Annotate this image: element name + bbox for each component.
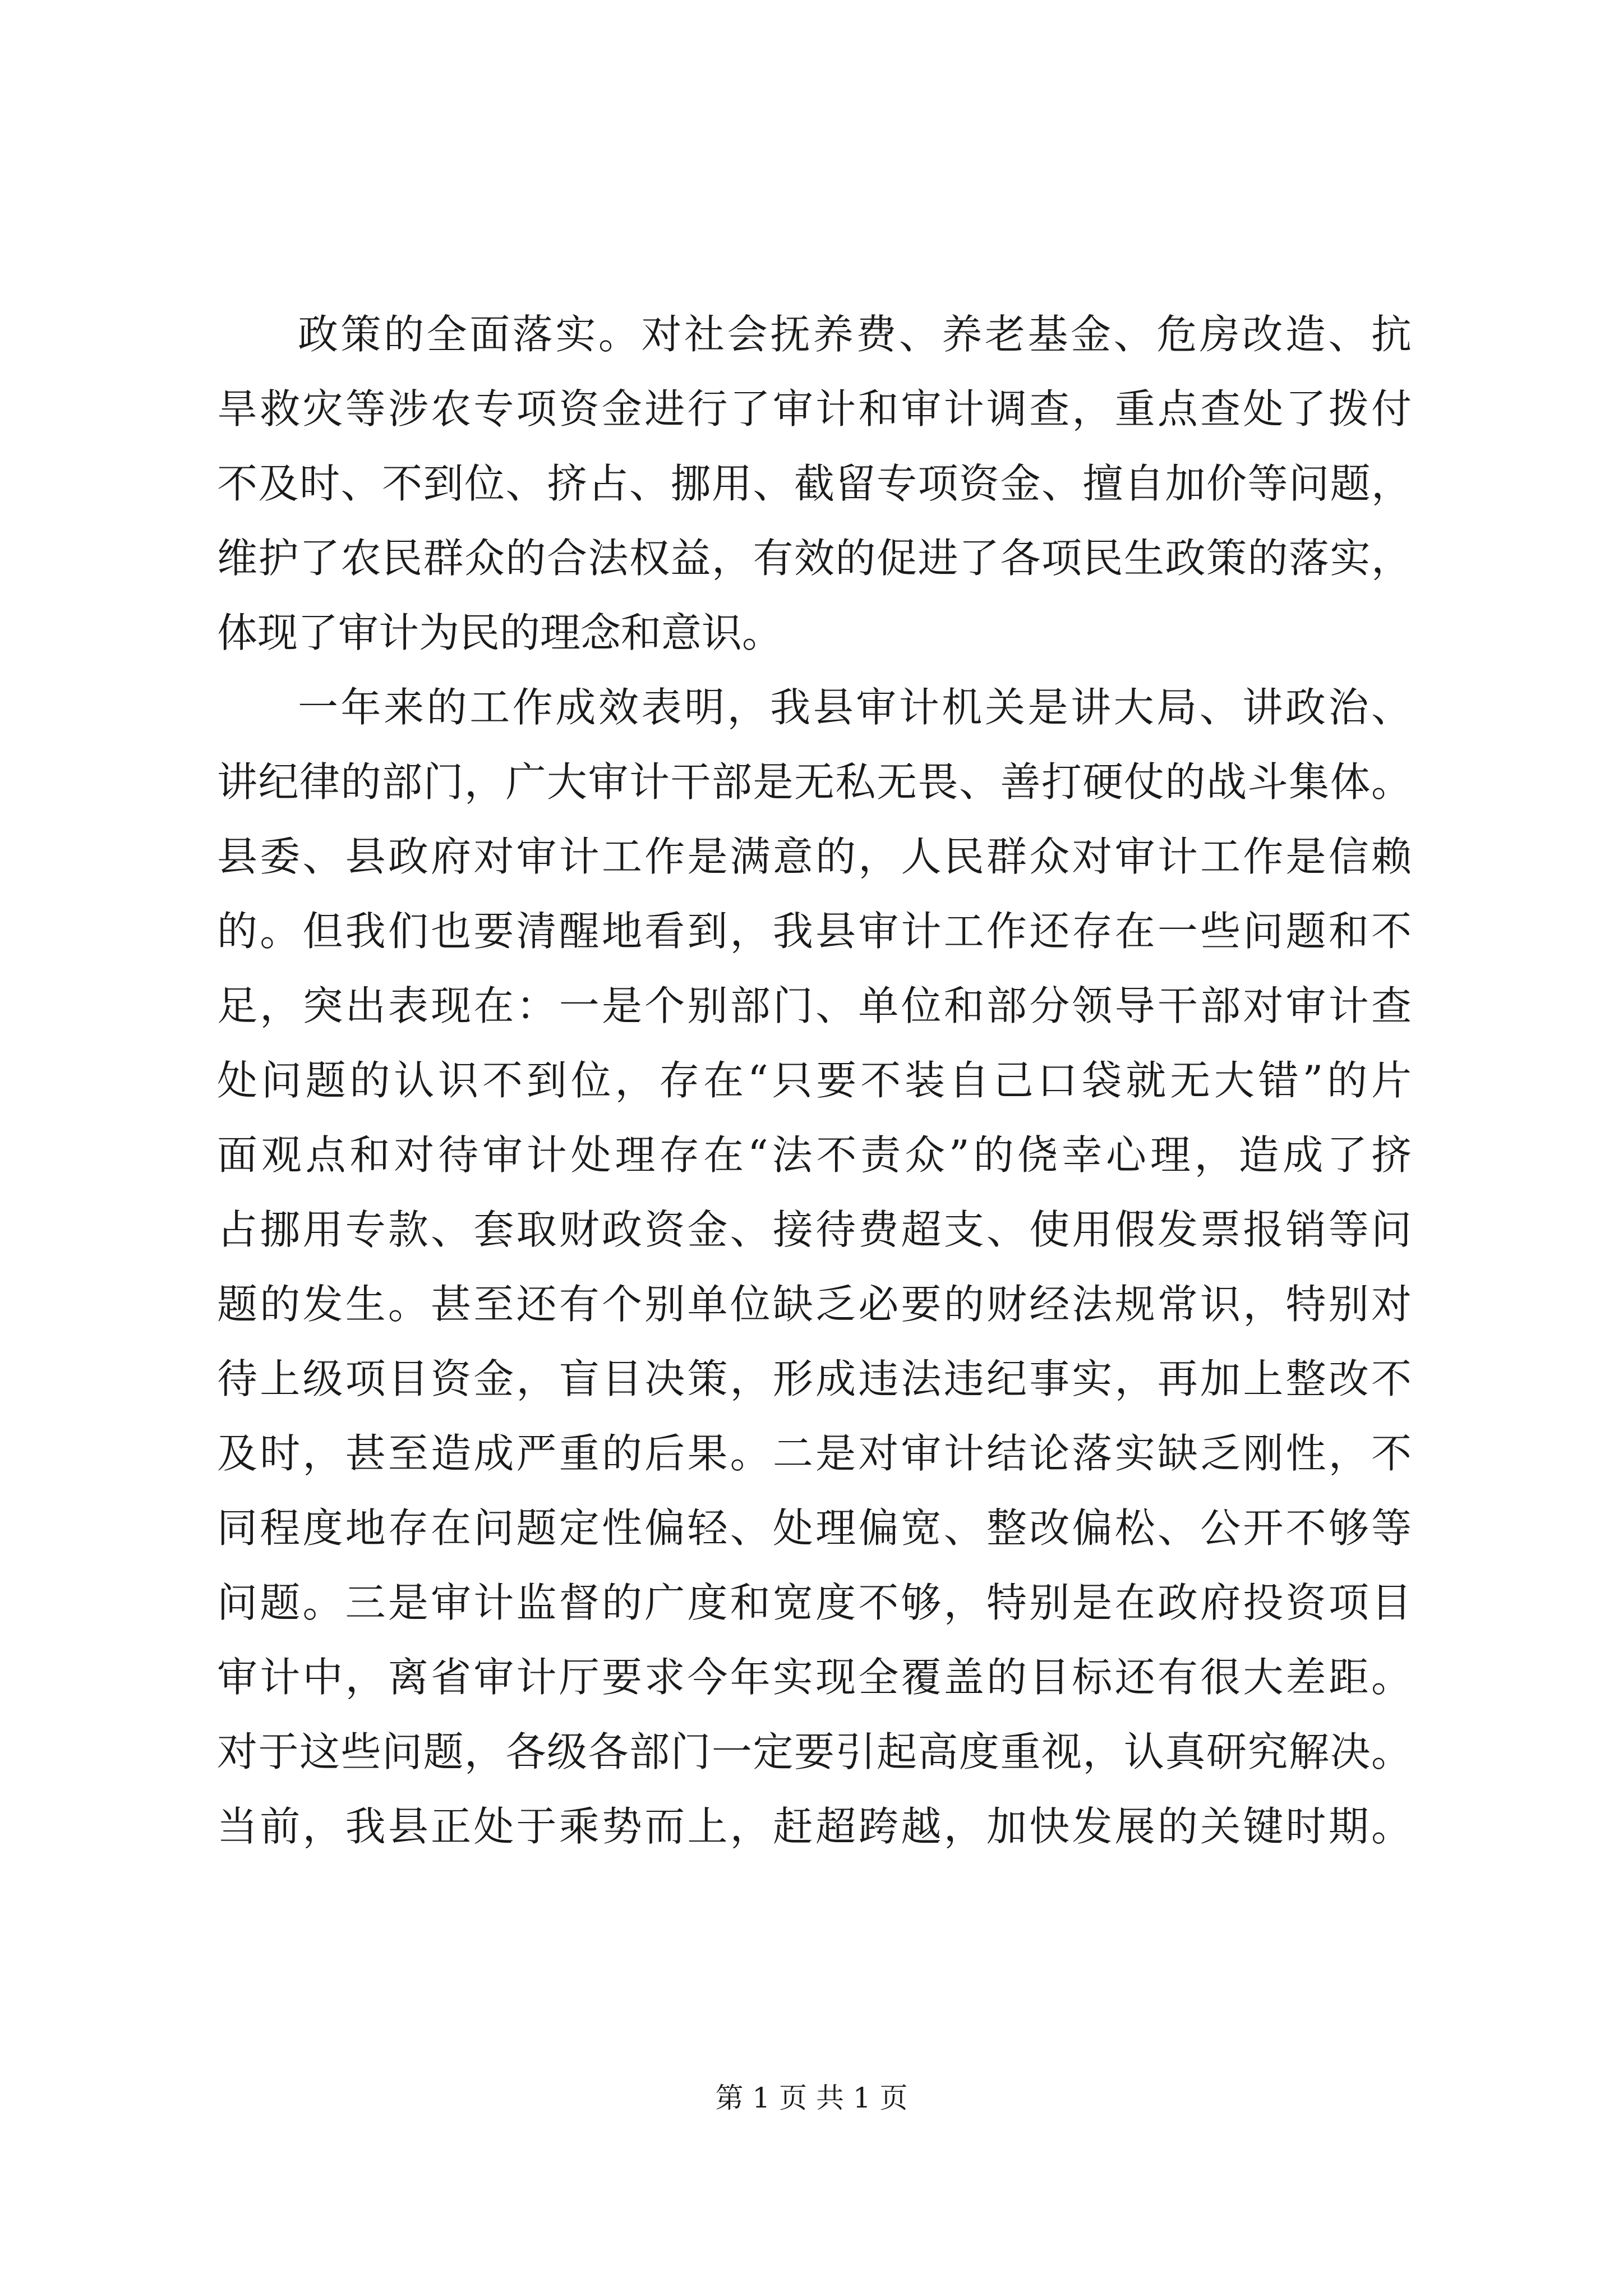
text-line: 体现了审计为民的理念和意识。: [217, 609, 783, 656]
text-line: 及时，甚至造成严重的后果。二是对审计结论落实缺乏刚性，不: [217, 1430, 1412, 1477]
text-line: 县委、县政府对审计工作是满意的，人民群众对审计工作是信赖: [217, 833, 1412, 880]
body-text: [217, 297, 1412, 1864]
text-line: 同程度地存在问题定性偏轻、处理偏宽、整改偏松、公开不够等: [217, 1504, 1412, 1552]
text-line: 待上级项目资金，盲目决策，形成违法违纪事实，再加上整改不: [217, 1355, 1412, 1402]
text-line: 不及时、不到位、挤占、挪用、截留专项资金、擅自加价等问题，: [217, 460, 1412, 507]
text-line: 处问题的认识不到位，存在“只要不装自己口袋就无大错”的片: [217, 1057, 1412, 1104]
text-line: 当前，我县正处于乘势而上，赶超跨越，加快发展的关键时期。: [217, 1803, 1412, 1850]
text-line: 面观点和对待审计处理存在“法不责众”的侥幸心理，造成了挤: [217, 1131, 1412, 1179]
page-footer: 第 1 页 共 1 页: [715, 2082, 908, 2114]
text-line: 审计中，离省审计厅要求今年实现全覆盖的目标还有很大差距。: [217, 1654, 1412, 1701]
text-line: 的。但我们也要清醒地看到，我县审计工作还存在一些问题和不: [217, 908, 1412, 955]
text-line: 题的发生。甚至还有个别单位缺乏必要的财经法规常识，特别对: [217, 1281, 1412, 1328]
text-line: 旱救灾等涉农专项资金进行了审计和审计调查，重点查处了拨付: [217, 385, 1412, 432]
text-line: 足，突出表现在：一是个别部门、单位和部分领导干部对审计查: [217, 982, 1412, 1029]
text-line: 对于这些问题，各级各部门一定要引起高度重视，认真研究解决。: [217, 1728, 1412, 1775]
text-line: 问题。三是审计监督的广度和宽度不够，特别是在政府投资项目: [217, 1579, 1412, 1626]
text-line: 占挪用专款、套取财政资金、接待费超支、使用假发票报销等问: [217, 1206, 1412, 1253]
text-line: 讲纪律的部门，广大审计干部是无私无畏、善打硬仗的战斗集体。: [217, 758, 1412, 806]
text-line: 政策的全面落实。对社会抚养费、养老基金、危房改造、抗: [298, 311, 1412, 358]
text-line: 一年来的工作成效表明，我县审计机关是讲大局、讲政治、: [298, 684, 1412, 731]
text-line: 维护了农民群众的合法权益，有效的促进了各项民生政策的落实，: [217, 535, 1412, 582]
